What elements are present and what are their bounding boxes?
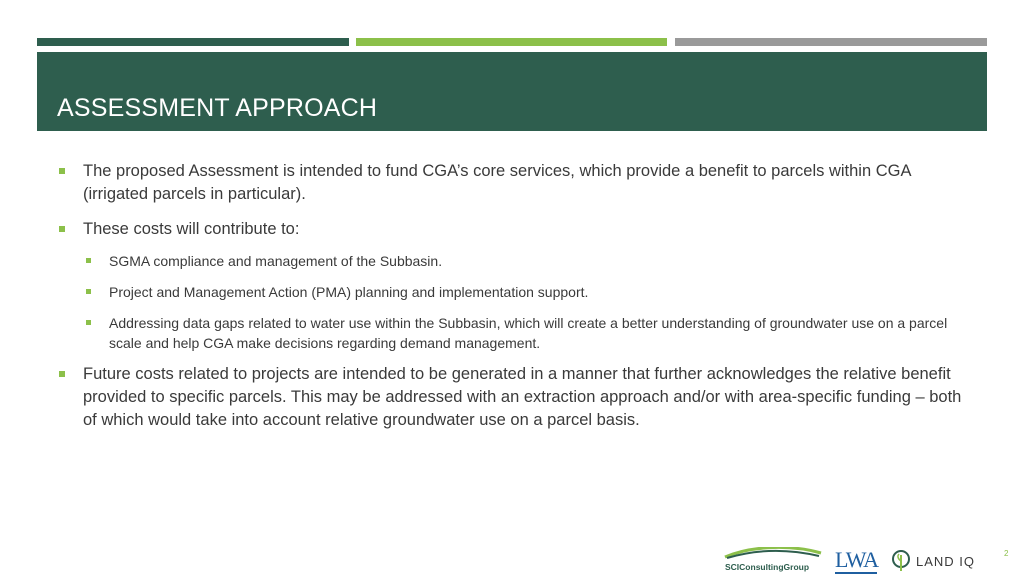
land-iq-logo <box>890 549 990 573</box>
bullet-text: The proposed Assessment is intended to fund CGA’s core services, which provide a benefit to parcels within CGA (irrigated parcels in particular). <box>83 162 911 203</box>
page-number: 2 <box>1004 549 1009 558</box>
bullet-item <box>57 363 977 432</box>
sci-consulting-group-logo <box>723 547 823 573</box>
sub-bullet-marker <box>86 258 91 263</box>
sub-bullet-text: Addressing data gaps related to water use within the Subbasin, which will create a better understanding of groundwater use on a parcel scale and help CGA make decisions regarding demand management. <box>109 315 948 351</box>
lwa-logo-underline <box>835 572 877 574</box>
sci-swoosh-icon <box>723 547 823 559</box>
bullet-item <box>57 160 977 206</box>
sub-bullet-item <box>57 251 977 271</box>
bullet-marker <box>59 371 65 377</box>
slide-title: ASSESSMENT APPROACH <box>57 94 378 122</box>
sub-bullet-text: Project and Management Action (PMA) planning and implementation support. <box>109 284 589 300</box>
header-accent-bar-light-green <box>356 38 667 46</box>
bullet-text: Future costs related to projects are intended to be generated in a manner that further acknowledges the relative benefit provided to specific parcels. This may be addressed with an extraction approach and/or with area-specific funding – both of which would take into account relative groundwater use on a parcel basis. <box>83 365 962 429</box>
sub-bullet-item <box>57 282 977 302</box>
land-iq-logo-text: LAND IQ <box>916 554 976 569</box>
footer-logos <box>720 545 990 575</box>
bullet-marker <box>59 226 65 232</box>
title-band <box>37 52 987 131</box>
bullet-text: These costs will contribute to: <box>83 220 300 238</box>
header-accent-bar-dark-green <box>37 38 349 46</box>
sub-bullet-marker <box>86 320 91 325</box>
sci-logo-text: SCIConsultingGroup <box>725 562 810 572</box>
land-iq-leaf-icon <box>890 549 912 573</box>
sub-bullet-text: SGMA compliance and management of the Subbasin. <box>109 253 443 269</box>
bullet-item <box>57 218 977 241</box>
sub-bullet-marker <box>86 289 91 294</box>
header-accent-bar-gray <box>675 38 987 46</box>
bullet-marker <box>59 168 65 174</box>
lwa-logo: LWA <box>835 547 879 572</box>
sub-bullet-item <box>57 313 977 353</box>
slide-content <box>57 160 977 432</box>
